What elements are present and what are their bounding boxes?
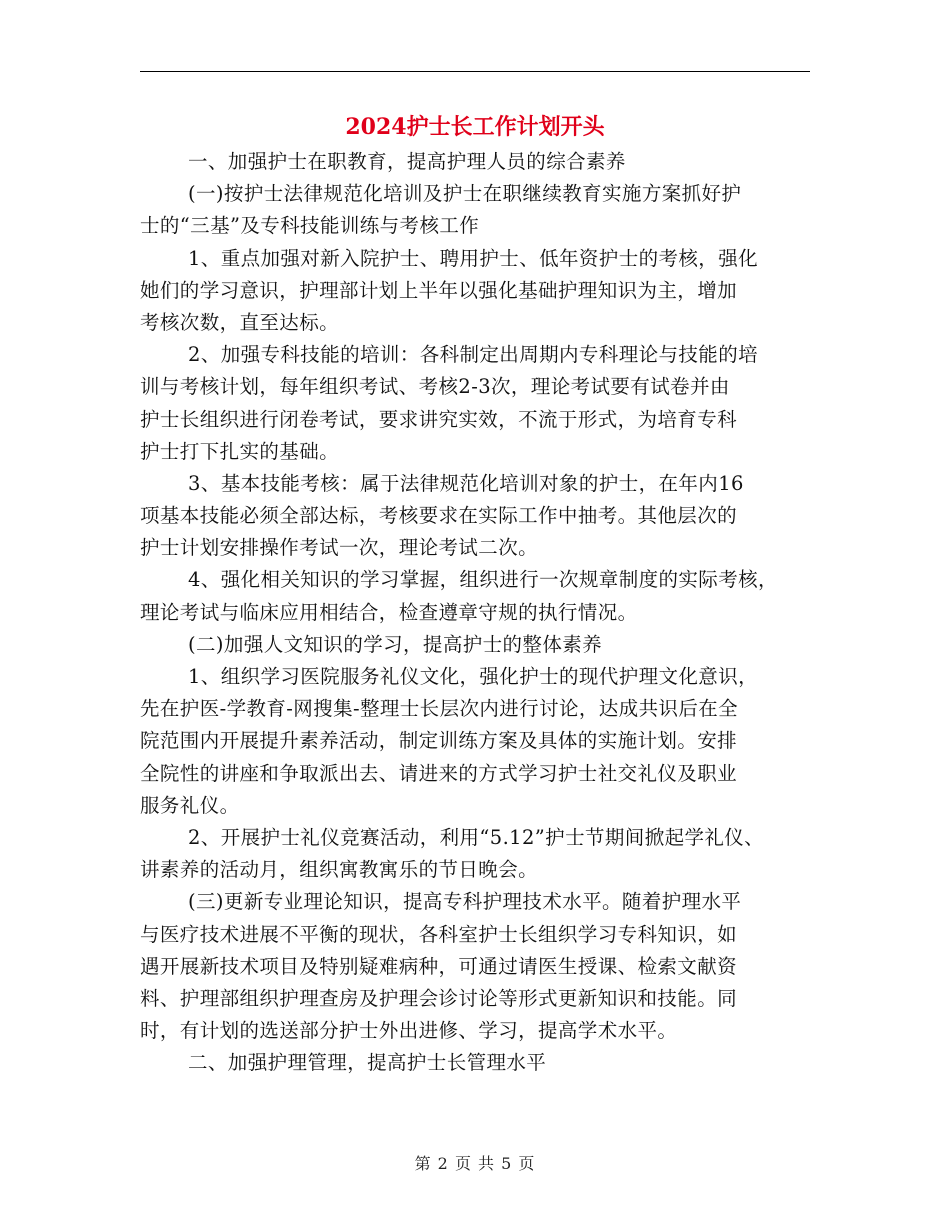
paragraph-line: 二、加强护理管理，提高护士长管理水平 (188, 1051, 547, 1075)
document-title: 2024护士长工作计划开头 (345, 114, 605, 140)
paragraph-line: 训与考核计划，每年组织考试、考核2-3次，理论考试要有试卷并由 (140, 375, 730, 399)
paragraph-line: 士的“三基”及专科技能训练与考核工作 (140, 214, 480, 238)
paragraph-line: 2、开展护士礼仪竞赛活动，利用“5.12”护士节期间掀起学礼仪、 (188, 825, 765, 849)
paragraph-line: (三)更新专业理论知识，提高专科护理技术水平。随着护理水平 (188, 890, 742, 914)
paragraph-line: 服务礼仪。 (140, 793, 240, 817)
paragraph-line: (二)加强人文知识的学习，提高护士的整体素养 (188, 632, 603, 656)
paragraph-line: 1、组织学习医院服务礼仪文化，强化护士的现代护理文化意识， (188, 665, 759, 688)
paragraph-line: 2、加强专科技能的培训：各科制定出周期内专科理论与技能的培 (188, 343, 759, 367)
paragraph-line: 护士打下扎实的基础。 (140, 439, 340, 463)
paragraph-line: 护士长组织进行闭卷考试，要求讲究实效，不流于形式，为培育专科 (140, 407, 738, 431)
paragraph-line: 1、重点加强对新入院护士、聘用护士、低年资护士的考核，强化 (188, 246, 759, 270)
paragraph-line: 遇开展新技术项目及特别疑难病种，可通过请医生授课、检索文献资 (140, 954, 738, 978)
paragraph-line: 与医疗技术进展不平衡的现状，各科室护士长组织学习专科知识，如 (140, 922, 738, 946)
paragraph-line: 院范围内开展提升素养活动，制定训练方案及具体的实施计划。安排 (140, 729, 738, 753)
paragraph-line: 理论考试与临床应用相结合，检查遵章守规的执行情况。 (140, 600, 638, 624)
paragraph-line: 项基本技能必须全部达标，考核要求在实际工作中抽考。其他层次的 (140, 504, 738, 528)
paragraph-line: 一、加强护士在职教育，提高护理人员的综合素养 (188, 150, 626, 173)
header-rule (140, 71, 810, 72)
paragraph-line: 先在护医-学教育-网搜集-整理士长层次内进行讨论，达成共识后在全 (140, 697, 739, 721)
paragraph-line: 她们的学习意识，护理部计划上半年以强化基础护理知识为主，增加 (140, 278, 738, 302)
paragraph-line: 3、基本技能考核：属于法律规范化培训对象的护士，在年内16 (188, 471, 744, 495)
document-body (140, 146, 810, 1079)
paragraph-line: 4、强化相关知识的学习掌握，组织进行一次规章制度的实际考核， (188, 568, 778, 592)
paragraph-line: 全院性的讲座和争取派出去、请进来的方式学习护士社交礼仪及职业 (140, 761, 738, 785)
paragraph-line: (一)按护士法律规范化培训及护士在职继续教育实施方案抓好护 (188, 182, 742, 206)
paragraph-line: 护士计划安排操作考试一次，理论考试二次。 (140, 536, 539, 560)
paragraph-line: 讲素养的活动月，组织寓教寓乐的节日晚会。 (140, 858, 539, 882)
page-footer: 第 2 页 共 5 页 (414, 1154, 536, 1173)
paragraph-line: 考核次数，直至达标。 (140, 310, 340, 334)
paragraph-line: 料、护理部组织护理查房及护理会诊讨论等形式更新知识和技能。同 (140, 986, 738, 1010)
paragraph-line: 时，有计划的选送部分护士外出进修、学习，提高学术水平。 (140, 1019, 678, 1043)
